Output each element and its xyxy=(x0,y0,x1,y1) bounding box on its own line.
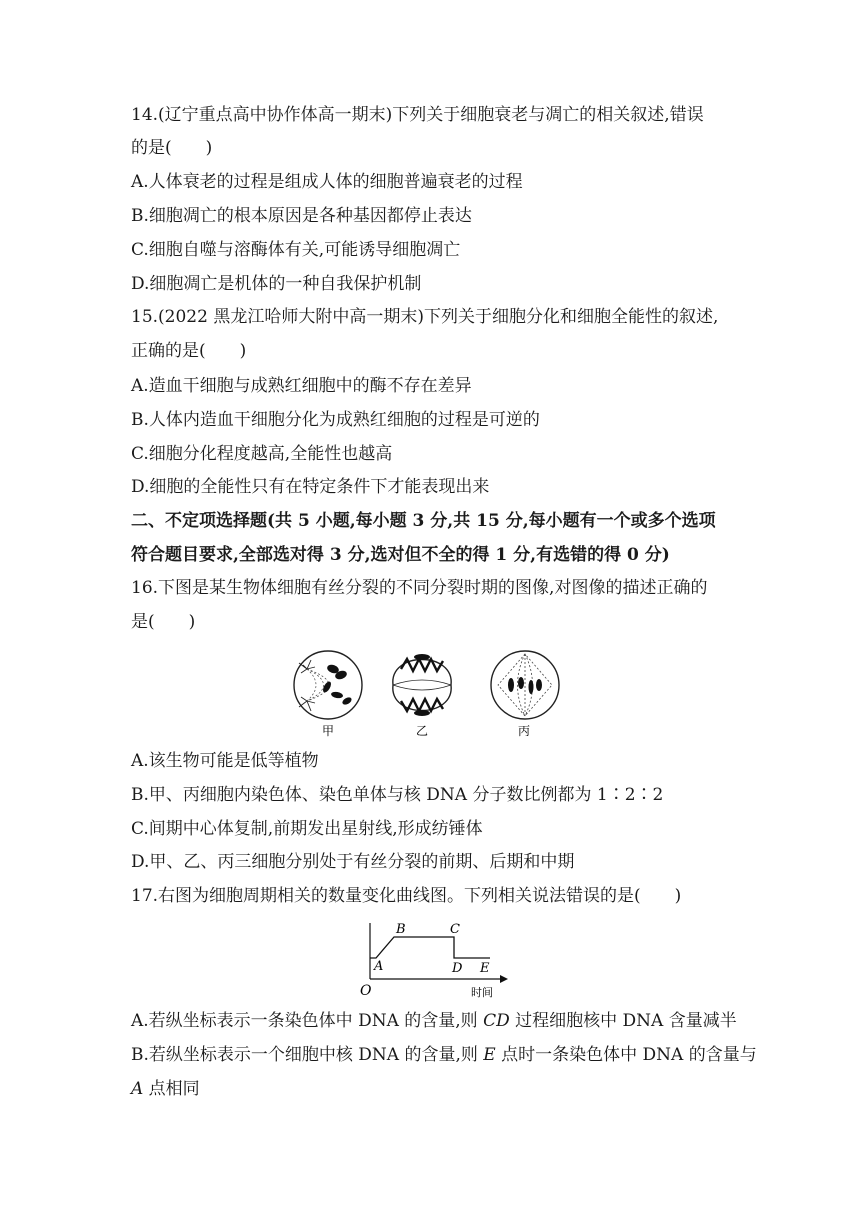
q15-option-d: D.细胞的全能性只有在特定条件下才能表现出来 xyxy=(131,477,490,497)
curve-line xyxy=(370,937,490,958)
q17-option-b-line1 xyxy=(131,1044,757,1066)
figure-label-bing: 丙 xyxy=(518,724,531,738)
q17-option-a-cd: CD xyxy=(483,1011,510,1031)
q16-stem-line1: 16.下图是某生物体细胞有丝分裂的不同分裂时期的图像,对图像的描述正确的 xyxy=(131,578,708,598)
q17-option-a-pre: A.若纵坐标表示一条染色体中 DNA 的含量,则 xyxy=(131,1011,484,1031)
origin-label: O xyxy=(360,983,372,999)
q17-option-b-post: 点时一条染色体中 DNA 的含量与 xyxy=(495,1045,757,1065)
cell-jia-drawing xyxy=(294,651,362,719)
q16-cell-figure xyxy=(285,645,575,740)
q17-option-b-e: E xyxy=(483,1045,496,1065)
point-label-e: E xyxy=(480,961,490,976)
q14-stem-line1: 14.(辽宁重点高中协作体高一期末)下列关于细胞衰老与凋亡的相关叙述,错误 xyxy=(131,105,704,125)
section2-header-line1: 二、不定项选择题(共 5 小题,每小题 3 分,共 15 分,每小题有一个或多个选项 xyxy=(131,511,716,531)
q17-option-a xyxy=(131,1010,737,1032)
q17-graph xyxy=(350,915,510,1000)
q14-stem-line2: 的是( ) xyxy=(131,138,213,158)
q16-option-a: A.该生物可能是低等植物 xyxy=(131,751,319,771)
figure-label-jia: 甲 xyxy=(322,724,335,738)
q17-option-b-line2-post: 点相同 xyxy=(143,1079,200,1099)
q15-option-a: A.造血干细胞与成熟红细胞中的酶不存在差异 xyxy=(131,376,472,396)
q14-option-d: D.细胞凋亡是机体的一种自我保护机制 xyxy=(131,274,422,294)
q17-option-b-line2 xyxy=(131,1078,200,1100)
q17-option-b-pre: B.若纵坐标表示一个细胞中核 DNA 的含量,则 xyxy=(131,1045,484,1065)
point-label-a: A xyxy=(374,959,384,974)
point-label-b: B xyxy=(396,922,406,937)
point-label-d: D xyxy=(452,961,463,976)
q14-option-c: C.细胞自噬与溶酶体有关,可能诱导细胞凋亡 xyxy=(131,240,461,260)
q16-option-b: B.甲、丙细胞内染色体、染色单体与核 DNA 分子数比例都为 1∶2∶2 xyxy=(131,785,664,805)
cell-yi-drawing xyxy=(393,654,451,716)
x-axis-arrow xyxy=(500,975,508,983)
q16-option-d: D.甲、乙、丙三细胞分别处于有丝分裂的前期、后期和中期 xyxy=(131,852,575,872)
q15-option-c: C.细胞分化程度越高,全能性也越高 xyxy=(131,444,393,464)
q17-option-a-post: 过程细胞核中 DNA 含量减半 xyxy=(509,1011,737,1031)
q17-option-b-a: A xyxy=(131,1079,144,1099)
section2-header-line2: 符合题目要求,全部选对得 3 分,选对但不全的得 1 分,有选错的得 0 分) xyxy=(131,545,670,565)
q15-stem-line2: 正确的是( ) xyxy=(131,341,247,361)
q17-stem: 17.右图为细胞周期相关的数量变化曲线图。下列相关说法错误的是( ) xyxy=(131,886,682,906)
q16-option-c: C.间期中心体复制,前期发出星射线,形成纺锤体 xyxy=(131,819,483,839)
point-label-c: C xyxy=(450,922,460,937)
q14-option-a: A.人体衰老的过程是组成人体的细胞普遍衰老的过程 xyxy=(131,172,523,192)
q15-option-b: B.人体内造血干细胞分化为成熟红细胞的过程是可逆的 xyxy=(131,410,540,430)
x-axis-label: 时间 xyxy=(471,986,493,999)
cell-bing-drawing xyxy=(491,651,559,719)
figure-label-yi: 乙 xyxy=(416,724,429,738)
q16-stem-line2: 是( ) xyxy=(131,612,196,632)
q14-option-b: B.细胞凋亡的根本原因是各种基因都停止表达 xyxy=(131,206,472,226)
q15-stem-line1: 15.(2022 黑龙江哈师大附中高一期末)下列关于细胞分化和细胞全能性的叙述, xyxy=(131,307,719,327)
